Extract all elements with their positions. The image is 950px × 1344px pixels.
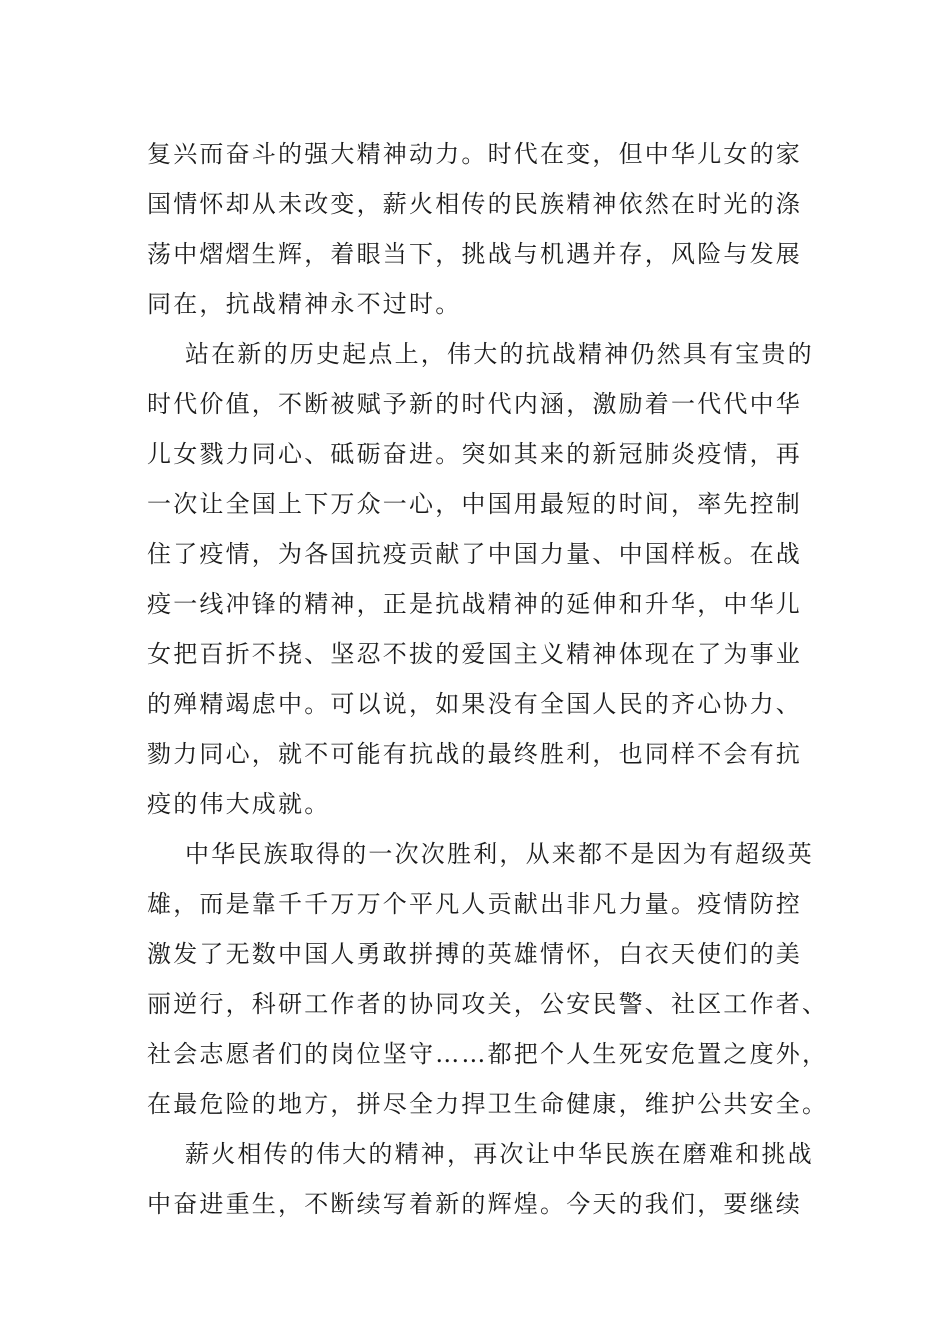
- text-line: 的殚精竭虑中。可以说，如果没有全国人民的齐心协力、: [147, 690, 802, 718]
- text-line: 同在，抗战精神永不过时。: [147, 290, 462, 318]
- text-line: 疫一线冲锋的精神，正是抗战精神的延伸和升华，中华儿: [147, 590, 802, 618]
- text-line: 荡中熠熠生辉，着眼当下，挑战与机遇并存，风险与发展: [147, 240, 802, 268]
- text-line: 时代价值，不断被赋予新的时代内涵，激励着一代代中华: [147, 390, 802, 418]
- text-line: 勠力同心，就不可能有抗战的最终胜利，也同样不会有抗: [147, 740, 802, 768]
- paragraph-start-line: 中华民族取得的一次次胜利，从来都不是因为有超级英: [185, 840, 814, 868]
- text-line: 住了疫情，为各国抗疫贡献了中国力量、中国样板。在战: [147, 540, 802, 568]
- text-line: 疫的伟大成就。: [147, 790, 331, 818]
- text-line: 雄，而是靠千千万万个平凡人贡献出非凡力量。疫情防控: [147, 890, 802, 918]
- text-line: 丽逆行，科研工作者的协同攻关，公安民警、社区工作者、: [147, 990, 829, 1018]
- text-line: 中奋进重生，不断续写着新的辉煌。今天的我们，要继续: [147, 1190, 802, 1218]
- paragraph-start-line: 站在新的历史起点上，伟大的抗战精神仍然具有宝贵的: [185, 340, 814, 368]
- text-line: 复兴而奋斗的强大精神动力。时代在变，但中华儿女的家: [147, 140, 802, 168]
- text-line: 一次让全国上下万众一心，中国用最短的时间，率先控制: [147, 490, 802, 518]
- text-line: 女把百折不挠、坚忍不拔的爱国主义精神体现在了为事业: [147, 640, 802, 668]
- text-line: 在最危险的地方，拼尽全力捍卫生命健康，维护公共安全。: [147, 1090, 829, 1118]
- text-line: 儿女戮力同心、砥砺奋进。突如其来的新冠肺炎疫情，再: [147, 440, 802, 468]
- document-body: [147, 129, 829, 1229]
- text-line: 社会志愿者们的岗位坚守……都把个人生死安危置之度外，: [147, 1040, 829, 1068]
- paragraph-start-line: 薪火相传的伟大的精神，再次让中华民族在磨难和挑战: [185, 1140, 814, 1168]
- text-line: 国情怀却从未改变，薪火相传的民族精神依然在时光的涤: [147, 190, 802, 218]
- text-line: 激发了无数中国人勇敢拼搏的英雄情怀，白衣天使们的美: [147, 940, 802, 968]
